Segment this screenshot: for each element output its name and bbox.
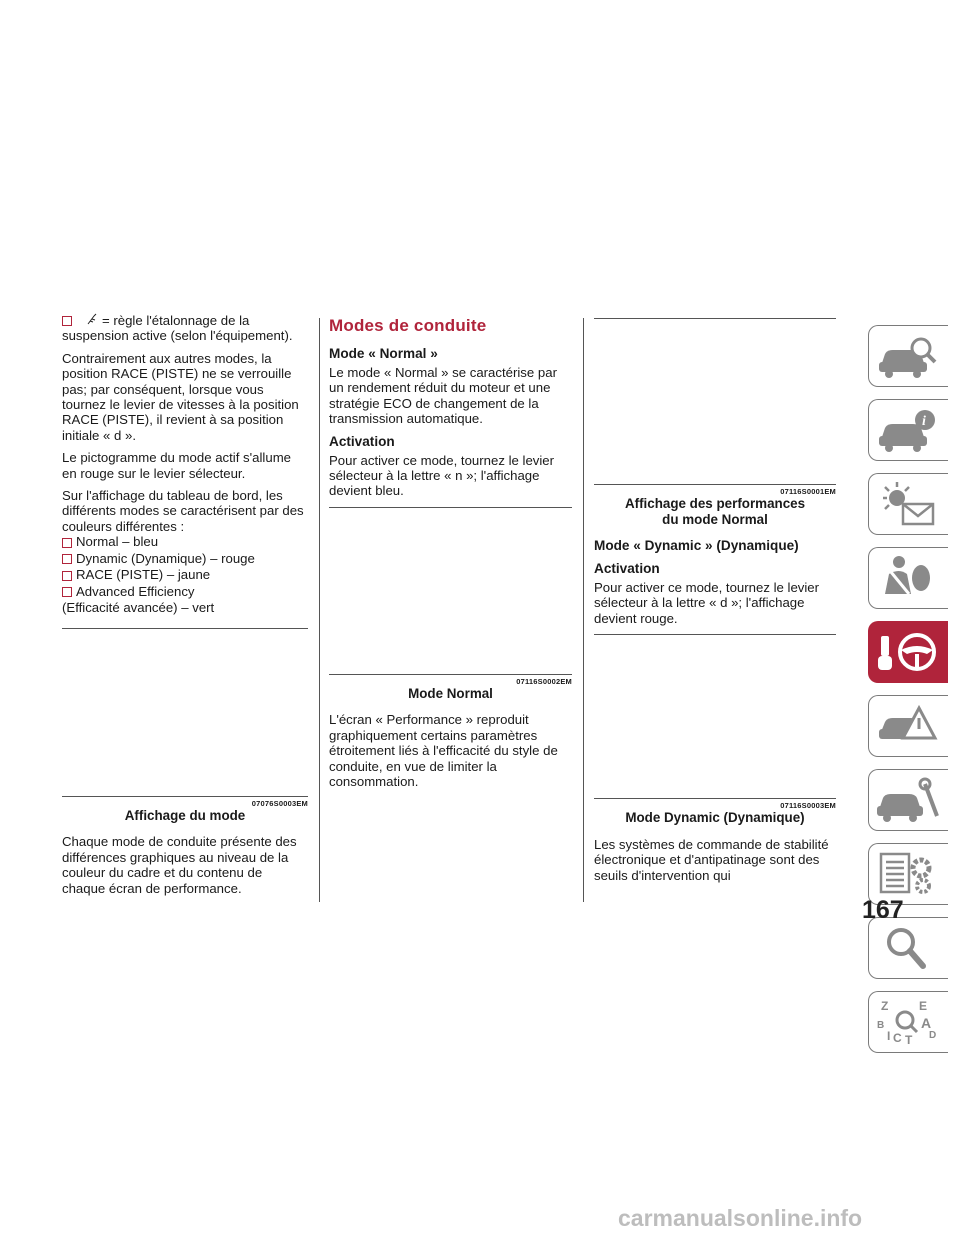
list-item-continuation: (Efficacité avancée) – vert [62,600,215,616]
chapter-tabs [868,325,948,1065]
figure-caption: Mode Normal [408,685,493,701]
figure-code: 07116S0003EM [780,801,836,811]
tab-car-search[interactable] [868,325,948,387]
svg-text:T: T [905,1033,913,1046]
checkbox-bullet-icon [62,538,72,548]
suspension-paragraph: = règle l'étalonnage de la suspension active (selon l'équipement). [62,313,293,344]
figure-area [594,319,836,484]
column-divider [583,318,584,902]
figure-area [62,629,308,796]
normal-mode-paragraph: Le mode « Normal » se caractérise par un rendement réduit du moteur et une stratégie ECO de changement de la transmission automatique. [329,365,557,427]
svg-text:B: B [877,1020,885,1031]
display-colors-paragraph: Sur l'affichage du tableau de bord, les différents modes se caractérisent par des couleurs différentes : [62,488,304,534]
stability-paragraph: Les systèmes de commande de stabilité électronique et d'antipatinage sont des seuils d'intervention qui [594,836,829,883]
watermark: carmanualsonline.info [618,1205,863,1231]
suspension-icon [86,312,98,326]
list-item: Normal – bleu [62,534,308,551]
svg-text:D: D [929,1030,937,1041]
tab-starting-driving[interactable] [868,621,948,683]
list-item: Dynamic (Dynamique) – rouge [62,551,308,568]
svg-text:I: I [887,1029,891,1043]
page-number: 167 [862,896,904,924]
checkbox-bullet-icon [62,316,72,326]
performance-screen-paragraph: Chaque mode de conduite présente des différences graphiques au niveau de la couleur du cadre et du contenu de chaque écran de performance. [62,834,297,896]
svg-text:i: i [922,414,926,429]
tab-index[interactable] [868,991,948,1053]
figure-bottom-rule [62,796,308,797]
list-item: Advanced Efficiency [62,584,308,601]
subheading: Mode « Dynamic » (Dynamique) [594,538,799,553]
activation-paragraph: Pour activer ce mode, tournez le levier sélecteur à la lettre « d »; l'affichage devient rouge. [594,580,820,626]
figure-caption [594,496,836,527]
figure-caption-line: Affichage des performances [624,496,806,511]
figure-bottom-rule [594,798,836,799]
pictogram-paragraph: Le pictogramme du mode actif s'allume en rouge sur le levier sélecteur. [62,450,292,481]
subheading: Activation [329,433,395,449]
svg-text:C: C [893,1031,902,1045]
figure-caption: Mode Dynamic (Dynamique) [625,810,805,826]
tab-car-info[interactable] [868,399,948,461]
svg-text:E: E [919,999,928,1013]
section-heading: Modes de conduite [329,316,487,335]
specifications-gear-icon [875,850,941,898]
figure-caption: Affichage du mode [124,807,246,823]
column-middle [329,312,572,796]
performance-paragraph: L'écran « Performance » reproduit graphiquement certains paramètres étroitement liés à l'efficacité du style de conduite, en vue de limiter la consommation. [329,712,558,789]
figure-area [329,508,572,674]
figure-code: 07116S0002EM [516,676,572,686]
subheading: Mode « Normal » [329,346,438,361]
figure-bottom-rule [594,484,836,485]
tab-emergency[interactable] [868,695,948,757]
figure-area [594,635,836,798]
warning-light-envelope-icon [875,480,941,528]
column-divider [319,318,320,902]
figure-bottom-rule [329,674,572,675]
svg-text:A: A [921,1015,932,1031]
tab-search[interactable] [868,917,948,979]
figure-caption-line: du mode Normal [662,511,768,527]
svg-text:Z: Z [881,999,889,1013]
car-info-icon [875,406,941,454]
tab-service[interactable] [868,769,948,831]
activation-paragraph: Pour activer ce mode, tournez le levier sélecteur à la lettre « n »; l'affichage devient bleu. [329,452,555,499]
key-steering-wheel-icon [875,628,941,676]
race-paragraph: Contrairement aux autres modes, la position RACE (PISTE) ne se verrouille pas; par conséquent, lorsque vous tournez le levier de vitesses à la position RACE (PISTE), il revient à sa position initiale « d ». [62,350,299,443]
list-item: RACE (PISTE) – jaune [62,567,308,584]
alphabetical-index-icon [875,998,941,1046]
checkbox-bullet-icon [62,587,72,597]
checkbox-bullet-icon [62,554,72,564]
seatbelt-airbag-icon [875,554,941,602]
tab-warning-lights[interactable] [868,473,948,535]
checkbox-bullet-icon [62,571,72,581]
search-magnifier-icon [875,924,941,972]
car-service-wrench-icon [875,776,941,824]
figure-code: 07076S0003EM [251,798,308,808]
column-right [594,312,836,890]
figure-code: 07116S0001EM [780,487,836,496]
column-left [62,312,308,903]
car-search-icon [875,332,941,380]
car-breakdown-icon [875,702,941,750]
subheading: Activation [594,561,660,576]
tab-safety[interactable] [868,547,948,609]
